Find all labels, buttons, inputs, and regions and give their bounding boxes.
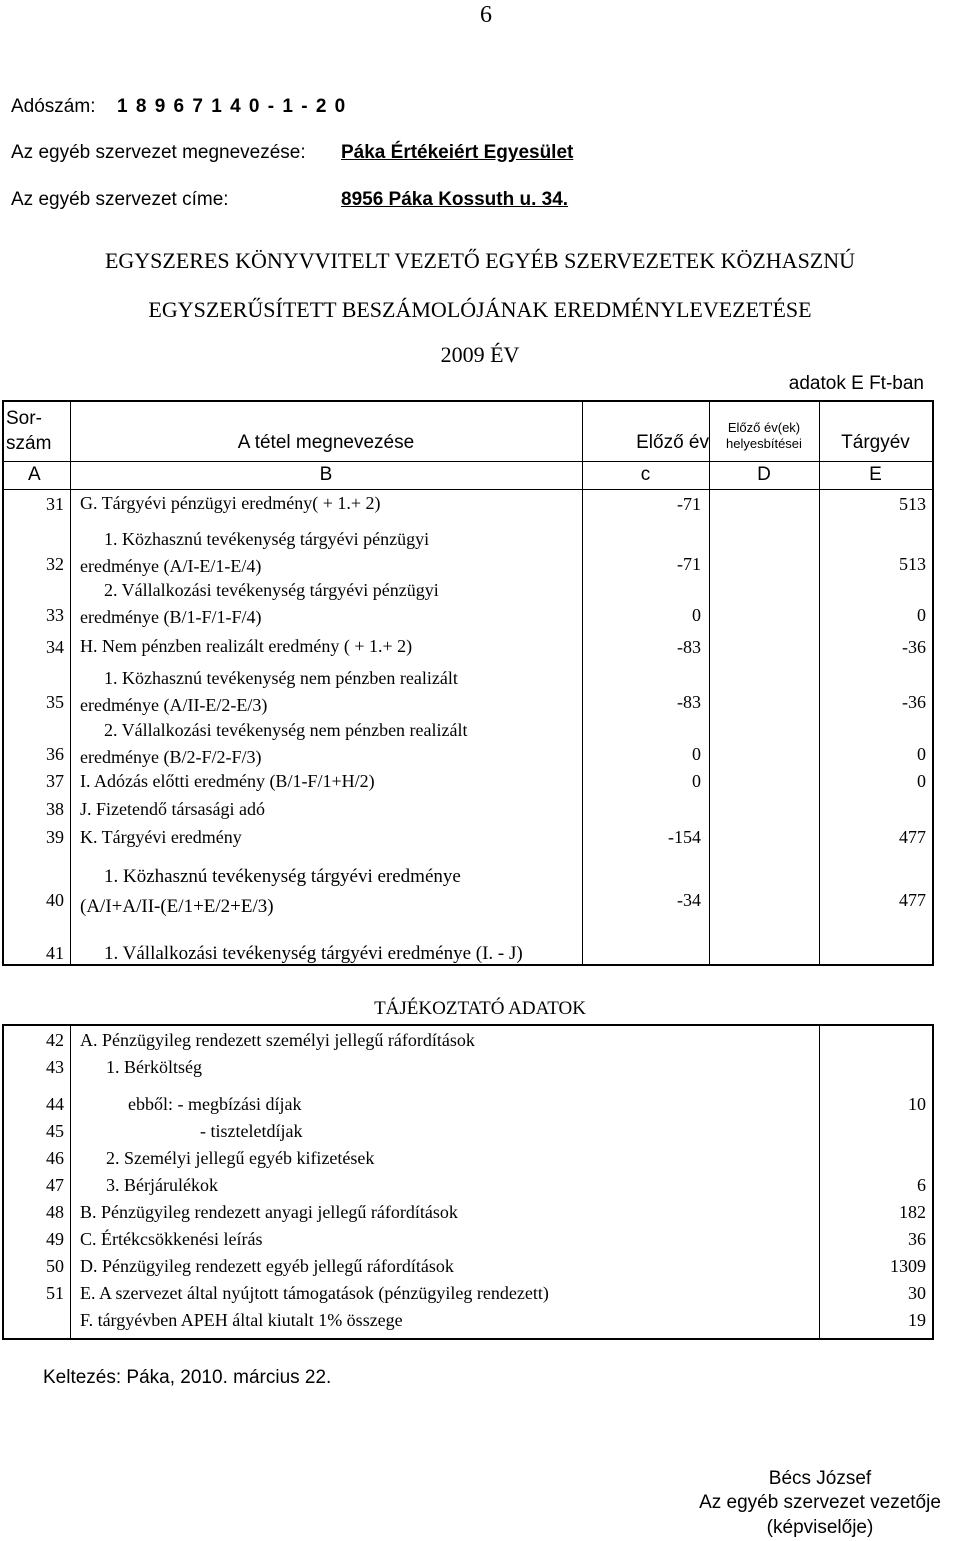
row-current-value: 477 [899,890,926,910]
row-prev-value: -34 [677,890,701,910]
info-row-value: 30 [908,1283,926,1303]
info-row-number: 43 [46,1057,64,1077]
row-number: 34 [46,637,64,657]
col-letter-d: D [757,464,771,485]
row-label-line1: 1. Közhasznú tevékenység tárgyévi eredménye [104,866,461,887]
info-row-number: 47 [46,1175,64,1195]
organization-name-value: Páka Értékeiért Egyesület [341,142,574,163]
info-row-label: - tiszteletdíjak [200,1121,303,1141]
info-row-value: 36 [908,1229,926,1249]
row-number: 35 [46,692,64,712]
info-row-label: F. tárgyévben APEH által kiutalt 1% összege [80,1310,403,1330]
row-label-line2: eredménye (A/I-E/1-E/4) [80,556,262,576]
row-label-line1: 1. Közhasznú tevékenység tárgyévi pénzügyi [104,529,430,549]
signer-role-note: (képviselője) [766,1517,874,1538]
info-row-number: 42 [46,1030,64,1050]
row-number: 37 [46,771,64,791]
row-current-value: -36 [902,692,926,712]
col-header-adj-line1: Előző év(ek) [727,420,801,435]
signer-name: Bécs József [768,1468,872,1489]
info-row-label: D. Pénzügyileg rendezett egyéb jellegű ráfordítások [80,1256,454,1276]
date-place: Keltezés: Páka, 2010. március 22. [43,1367,332,1388]
info-row-label: C. Értékcsökkenési leírás [80,1229,263,1249]
row-prev-value: -71 [677,494,701,514]
signer-role: Az egyéb szervezet vezetője [699,1492,941,1513]
row-label-line1: 1. Közhasznú tevékenység nem pénzben realizált [104,668,458,688]
row-current-value: 513 [899,554,926,574]
col-header-prev-text: Előző év [636,432,709,453]
row-prev-value: 0 [692,605,701,625]
row-label: 1. Vállalkozási tevékenység tárgyévi eredménye (I. - J) [104,943,523,964]
info-row-label: B. Pénzügyileg rendezett anyagi jellegű ráfordítások [80,1202,458,1222]
row-label-line2: eredménye (B/1-F/1-F/4) [80,607,262,627]
row-label-line1: 2. Vállalkozási tevékenység tárgyévi pénzügyi [104,580,439,600]
info-row-number: 48 [46,1202,64,1222]
row-label-line2: eredménye (B/2-F/2-F/3) [80,747,262,767]
row-prev-value: -83 [677,637,701,657]
organization-address-label: Az egyéb szervezet címe: [11,189,229,210]
report-year: 2009 ÉV [440,342,520,367]
col-header-sorszam [6,406,51,456]
row-number: 41 [46,943,64,963]
col-header-prev [582,432,709,454]
row-prev-value: 0 [692,771,701,791]
row-number: 40 [46,890,64,910]
row-label: I. Adózás előtti eredmény (B/1-F/1+H/2) [80,771,375,791]
report-title-line-1: EGYSZERES KÖNYVVITELT VEZETŐ EGYÉB SZERVEZETEK KÖZHASZNÚ [104,248,856,273]
col-letter-c: c [640,464,651,485]
col-header-current: Tárgyév [841,432,910,453]
info-row-number: 51 [46,1283,64,1303]
row-label [80,526,429,580]
page-number: 6 [480,2,492,28]
tax-number-label: Adószám: [11,96,96,117]
row-label [80,577,439,631]
row-current-value: -36 [902,637,926,657]
row-current-value: 477 [899,827,926,847]
col-divider [819,402,820,964]
info-row-value: 182 [899,1202,926,1222]
row-number: 31 [46,494,64,514]
row-label [80,665,458,719]
income-statement-table [2,400,934,966]
info-row-value: 1309 [890,1256,926,1276]
info-row-label: E. A szervezet által nyújtott támogatások (pénzügyileg rendezett) [80,1283,549,1303]
info-row-label: 3. Bérjárulékok [106,1175,218,1195]
info-row-label: 1. Bérköltség [106,1057,202,1077]
col-divider [70,402,71,964]
info-row-number: 45 [46,1121,64,1141]
unit-note: adatok E Ft-ban [788,373,924,394]
col-divider [709,402,710,964]
row-prev-value: -154 [668,827,701,847]
info-row-label: ebből: - megbízási díjak [128,1094,302,1114]
col-divider [70,1026,71,1338]
col-letter-a: A [28,464,41,485]
row-prev-value: 0 [692,744,701,764]
row-number: 33 [46,605,64,625]
tax-number-value: 1 8 9 6 7 1 4 0 - 1 - 2 0 [117,96,347,117]
row-number: 38 [46,799,64,819]
info-row-value: 19 [908,1310,926,1330]
row-label: J. Fizetendő társasági adó [80,799,265,819]
col-header-sorszam-line2: szám [6,433,52,454]
col-header-name: A tétel megnevezése [237,432,415,453]
supplementary-data-table [2,1024,934,1340]
row-current-value: 0 [917,771,926,791]
row-number: 36 [46,744,64,764]
row-label-line2: eredménye (A/II-E/2-E/3) [80,695,268,715]
info-row-number: 49 [46,1229,64,1249]
info-section-title: TÁJÉKOZTATÓ ADATOK [374,998,586,1019]
report-title-line-2: EGYSZERŰSÍTETT BESZÁMOLÓJÁNAK EREDMÉNYLEVEZETÉSE [148,297,812,322]
organization-name-label: Az egyéb szervezet megnevezése: [11,142,306,163]
row-number: 39 [46,827,64,847]
row-current-value: 0 [917,744,926,764]
col-header-sorszam-line1: Sor- [6,408,42,429]
row-label: H. Nem pénzben realizált eredmény ( + 1.+ 2) [80,636,413,656]
info-row-value: 6 [917,1175,926,1195]
col-header-adjustments [709,420,819,452]
info-row-label: A. Pénzügyileg rendezett személyi jellegű ráfordítások [80,1030,475,1050]
info-row-value: 10 [908,1094,926,1114]
row-label [80,717,468,771]
header-divider [4,461,932,462]
row-current-value: 0 [917,605,926,625]
organization-address-value: 8956 Páka Kossuth u. 34. [341,189,569,210]
info-row-number: 46 [46,1148,64,1168]
col-letter-e: E [869,464,882,485]
row-prev-value: -83 [677,692,701,712]
info-row-number: 50 [46,1256,64,1276]
row-label [80,862,461,922]
info-row-label: 2. Személyi jellegű egyéb kifizetések [106,1148,375,1168]
col-letter-b: B [319,464,333,485]
info-row-number: 44 [46,1094,64,1114]
row-label-line2: (A/I+A/II-(E/1+E/2+E/3) [80,896,274,917]
row-current-value: 513 [899,494,926,514]
row-label: K. Tárgyévi eredmény [80,827,242,847]
col-header-adj-line2: helyesbítései [726,436,802,451]
row-prev-value: -71 [677,554,701,574]
row-label: G. Tárgyévi pénzügyi eredmény( + 1.+ 2) [80,493,381,513]
row-label-line1: 2. Vállalkozási tevékenység nem pénzben realizált [104,720,468,740]
row-number: 32 [46,554,64,574]
col-divider [582,402,583,964]
